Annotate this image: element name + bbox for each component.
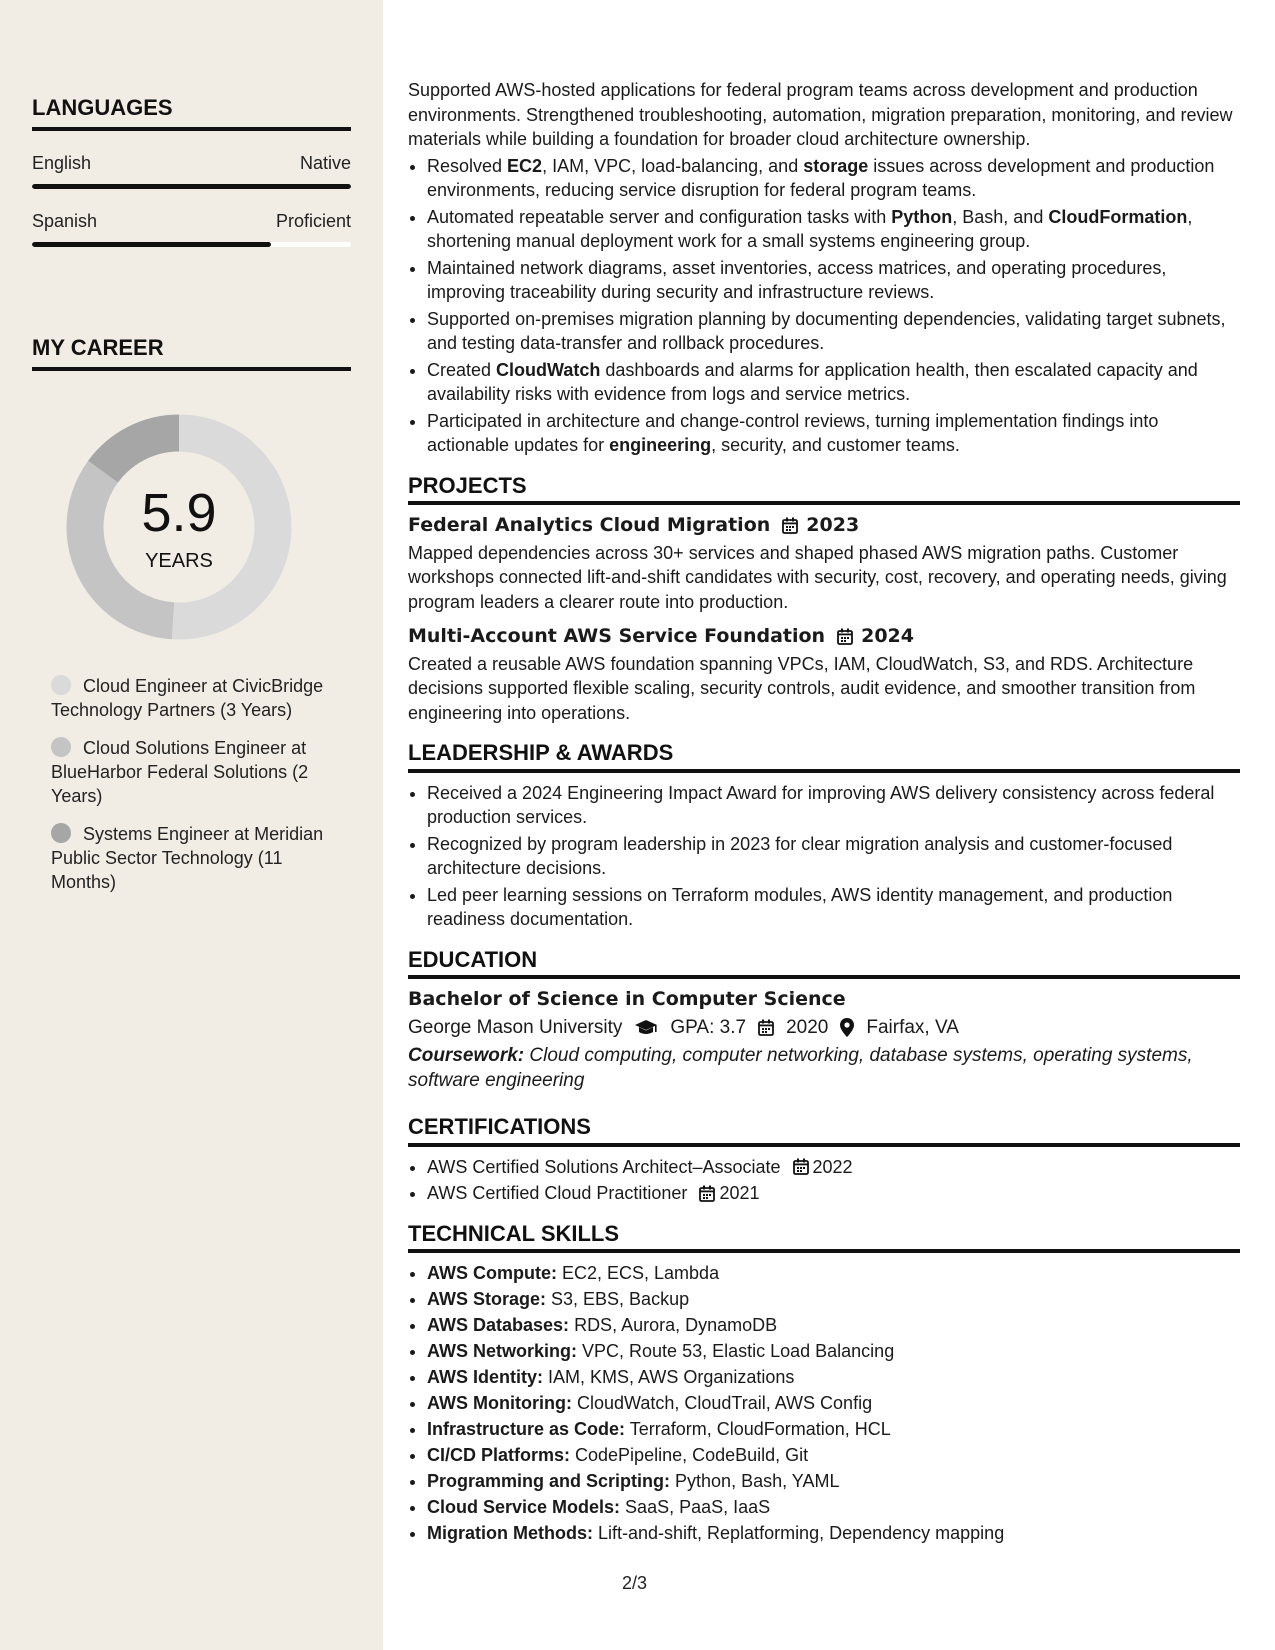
language-level-fill	[32, 242, 271, 247]
certifications-list	[408, 1155, 1240, 1206]
calendar-icon	[758, 1019, 774, 1036]
list-item: • Resolved EC2, IAM, VPC, load-balancing, and storage issues across development and production environments, reducing service disruption for federal program teams.	[427, 154, 1240, 203]
list-item	[427, 1181, 1240, 1206]
project-entry	[408, 513, 1240, 614]
list-item: • Cloud Service Models: SaaS, PaaS, IaaS	[427, 1495, 1240, 1519]
experience-bullets	[408, 154, 1240, 458]
list-item: • Infrastructure as Code: Terraform, CloudFormation, HCL	[427, 1417, 1240, 1441]
list-item: • AWS Identity: IAM, KMS, AWS Organizations	[427, 1365, 1240, 1389]
leadership-list	[408, 781, 1240, 932]
calendar-icon	[837, 628, 853, 645]
project-year	[837, 624, 914, 649]
leadership-title: LEADERSHIP & AWARDS	[408, 741, 1240, 773]
main-content	[408, 78, 1240, 1547]
coursework-label: Coursework:	[408, 1045, 525, 1066]
list-item: • AWS Storage: S3, EBS, Backup	[427, 1287, 1240, 1311]
language-name: Spanish	[32, 211, 98, 231]
languages-section	[32, 95, 351, 247]
career-item-text: Cloud Solutions Engineer at BlueHarbor Federal Solutions (2 Years)	[51, 738, 309, 806]
certifications-title: CERTIFICATIONS	[408, 1115, 1240, 1147]
list-item: • Led peer learning sessions on Terraform modules, AWS identity management, and production readiness documentation.	[427, 883, 1240, 932]
career-section	[32, 335, 351, 371]
project-name: Federal Analytics Cloud Migration	[408, 514, 771, 536]
education-degree	[408, 987, 1240, 1012]
education-title: EDUCATION	[408, 948, 1240, 980]
list-item: • AWS Monitoring: CloudWatch, CloudTrail, AWS Config	[427, 1391, 1240, 1415]
coursework-text: Cloud computing, computer networking, database systems, operating systems, software engineering	[408, 1045, 1193, 1091]
project-name: Multi-Account AWS Service Foundation	[408, 625, 826, 647]
education-details	[408, 1016, 1240, 1041]
calendar-icon	[793, 1158, 809, 1175]
career-item-text: Systems Engineer at Meridian Public Sector Technology (11 Months)	[51, 824, 324, 892]
list-item: • Maintained network diagrams, asset inventories, access matrices, and operating procedures, improving traceability during security and infrastructure reviews.	[427, 256, 1240, 305]
legend-dot	[51, 675, 71, 695]
degree-text: Bachelor of Science in Computer Science	[408, 988, 846, 1010]
project-entry	[408, 624, 1240, 725]
list-item: • AWS Databases: RDS, Aurora, DynamoDB	[427, 1313, 1240, 1337]
cert-year: 2022	[812, 1156, 853, 1177]
sidebar	[0, 0, 383, 1650]
list-item: • AWS Networking: VPC, Route 53, Elastic Load Balancing	[427, 1339, 1240, 1363]
cert-year: 2021	[719, 1183, 760, 1203]
language-level: Native	[299, 153, 351, 173]
list-item: • Created CloudWatch dashboards and alarms for application health, then escalated capacity and availability risks with evidence from logs and service metrics.	[427, 358, 1240, 407]
project-year	[782, 513, 859, 538]
gpa: GPA: 3.7	[670, 1016, 747, 1038]
list-item: • Migration Methods: Lift-and-shift, Replatforming, Dependency mapping	[427, 1521, 1240, 1545]
coursework	[408, 1044, 1240, 1093]
language-level-fill	[32, 184, 351, 189]
calendar-icon	[699, 1185, 715, 1202]
legend-dot	[51, 823, 71, 843]
list-item	[427, 1155, 1240, 1180]
language-name: English	[32, 153, 92, 173]
career-donut-chart	[66, 414, 292, 640]
list-item: • Recognized by program leadership in 2023 for clear migration analysis and customer-focused architecture decisions.	[427, 832, 1240, 881]
list-item: • CI/CD Platforms: CodePipeline, CodeBuild, Git	[427, 1443, 1240, 1467]
list-item: • Programming and Scripting: Python, Bash, YAML	[427, 1469, 1240, 1493]
project-year-text: 2023	[806, 514, 860, 536]
graduation-year: 2020	[786, 1016, 829, 1038]
list-item: • Supported on-premises migration planning by documenting dependencies, validating target subnets, and testing data-transfer and rollback procedures.	[427, 307, 1240, 356]
language-level: Proficient	[275, 211, 351, 231]
career-years-label: YEARS	[145, 550, 213, 572]
career-item	[51, 736, 341, 808]
cert-name: • AWS Certified Solutions Architect–Associate	[427, 1156, 781, 1177]
school-name: George Mason University	[408, 1016, 623, 1038]
skills-list	[408, 1261, 1240, 1545]
calendar-icon	[782, 517, 798, 534]
language-entry	[32, 153, 351, 189]
list-item: • AWS Compute: EC2, ECS, Lambda	[427, 1261, 1240, 1285]
skills-title: TECHNICAL SKILLS	[408, 1222, 1240, 1254]
career-title: MY CAREER	[32, 335, 351, 371]
language-level-bar	[32, 242, 351, 247]
language-level-bar	[32, 184, 351, 189]
list-item: • Automated repeatable server and configuration tasks with Python, Bash, and CloudFormation, shortening manual deployment work for a small systems engineering group.	[427, 205, 1240, 254]
projects-title: PROJECTS	[408, 474, 1240, 506]
career-years-value: 5.9	[141, 483, 217, 543]
list-item: • Received a 2024 Engineering Impact Award for improving AWS delivery consistency across federal production services.	[427, 781, 1240, 830]
page-number: 2/3	[622, 1573, 648, 1593]
project-description: Created a reusable AWS foundation spanning VPCs, IAM, CloudWatch, S3, and RDS. Architecture decisions supported flexible scaling, security controls, audit evidence, and smoother transition from engineering into operations.	[408, 653, 1196, 723]
experience-summary: Supported AWS-hosted applications for federal program teams across development and production environments. Strengthened troubleshooting, automation, migration preparation, monitoring, and review materials while building a foundation for broader cloud architecture ownership.	[408, 80, 1233, 149]
legend-dot	[51, 737, 71, 757]
career-item-text: Cloud Engineer at CivicBridge Technology Partners (3 Years)	[51, 676, 324, 720]
location: Fairfax, VA	[866, 1016, 959, 1038]
language-entry	[32, 211, 351, 247]
career-list	[51, 674, 341, 908]
project-year-text: 2024	[861, 625, 914, 647]
list-item: • Participated in architecture and change-control reviews, turning implementation findings into actionable updates for engineering, security, and customer teams.	[427, 409, 1240, 458]
career-item	[51, 674, 341, 722]
graduation-cap-icon	[634, 1019, 658, 1036]
career-item	[51, 822, 341, 894]
project-description: Mapped dependencies across 30+ services and shaped phased AWS migration paths. Customer workshops connected lift-and-shift candidates with security, cost, recovery, and operating needs, giving program leaders a clearer route into production.	[408, 542, 1227, 612]
map-pin-icon	[840, 1018, 854, 1037]
cert-name: • AWS Certified Cloud Practitioner	[427, 1183, 688, 1203]
languages-title: LANGUAGES	[32, 95, 351, 131]
